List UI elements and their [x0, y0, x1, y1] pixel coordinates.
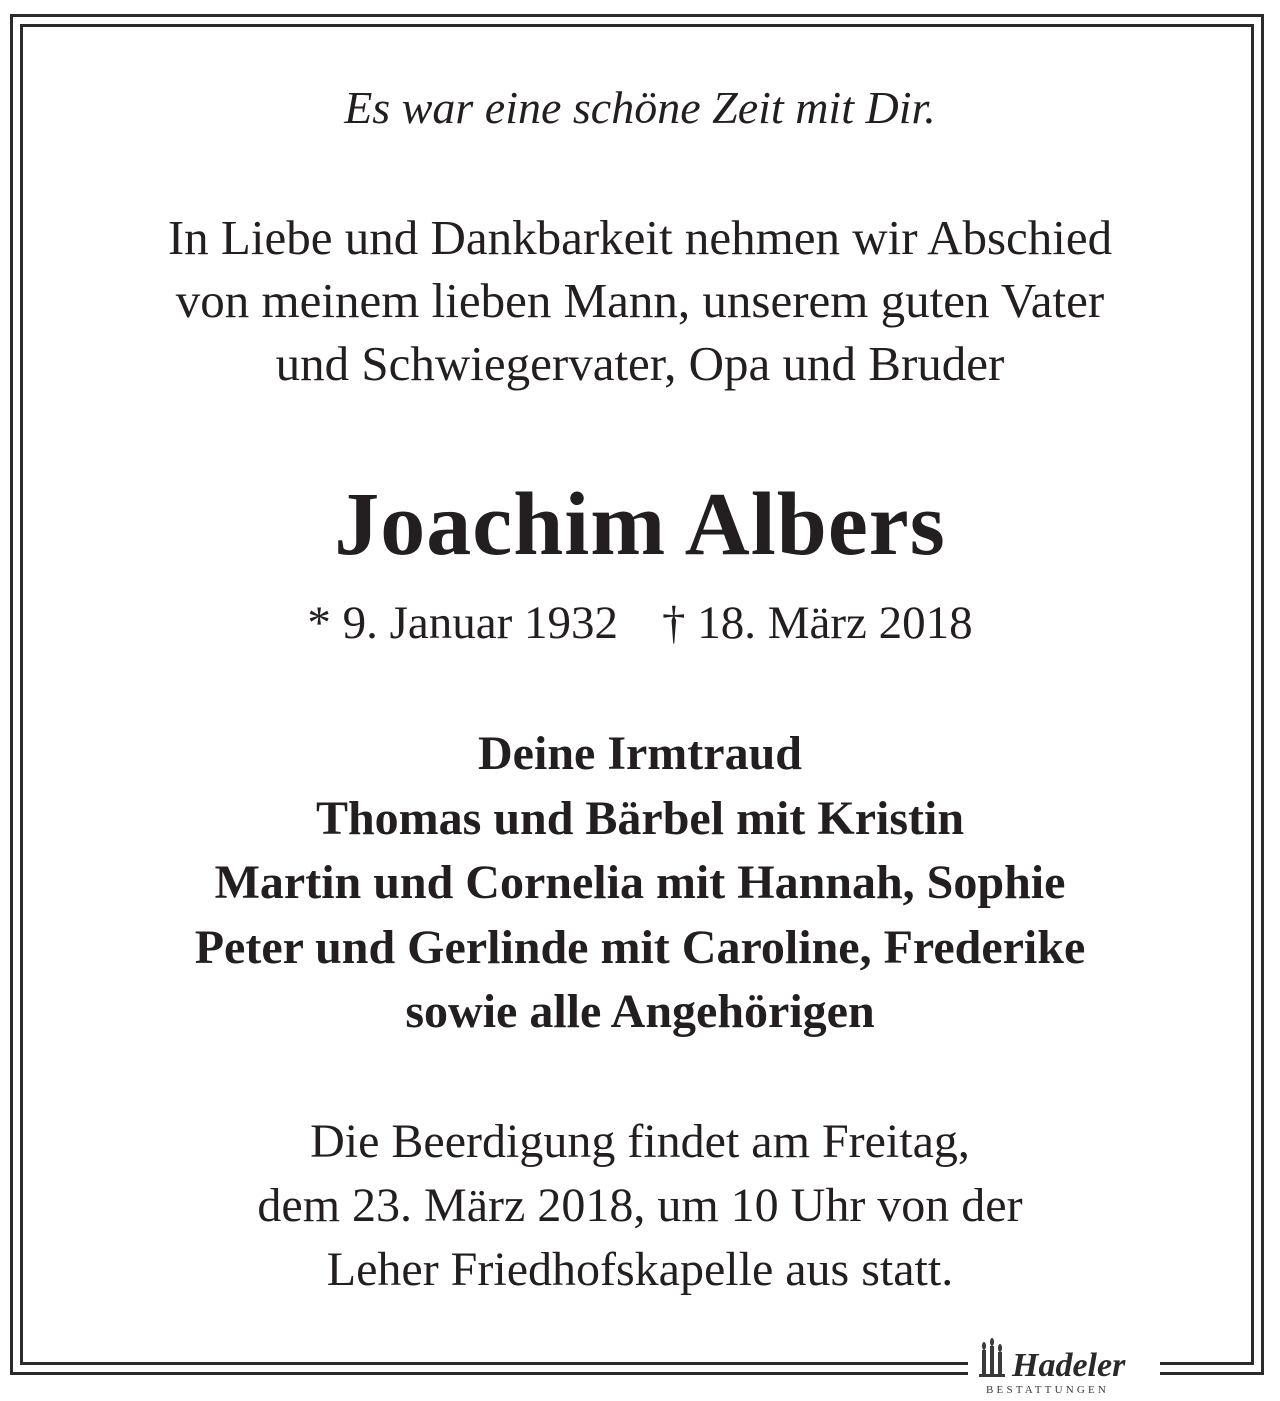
intro-line: In Liebe und Dankbarkeit nehmen wir Abschied [167, 210, 1113, 265]
funeral-info [40, 1110, 1240, 1302]
life-dates [40, 594, 1240, 652]
birth-date: * 9. Januar 1932 [307, 597, 618, 649]
family-line: Martin und Cornelia mit Hannah, Sophie [214, 856, 1066, 909]
death-date: † 18. März 2018 [662, 597, 973, 649]
candles-icon [979, 1338, 1005, 1377]
family-line: Peter und Gerlinde mit Caroline, Frederike [194, 920, 1086, 974]
quote: Es war eine schöne Zeit mit Dir. [344, 82, 936, 133]
logo-subtitle: BESTATTUNGEN [986, 1384, 1110, 1396]
funeral-line: Leher Friedhofskapelle aus statt. [326, 1243, 954, 1296]
logo-wordmark: Hadeler [1012, 1347, 1126, 1384]
funeral-line: Die Beerdigung findet am Freitag, [310, 1115, 970, 1168]
family-line: Thomas und Bärbel mit Kristin [315, 791, 965, 845]
intro-text [40, 206, 1240, 395]
family-line: Deine Irmtraud [478, 727, 802, 780]
deceased-name: Joachim Albers [334, 475, 946, 574]
intro-line: von meinem lieben Mann, unserem guten Vater [175, 273, 1105, 328]
funeral-home-logo [968, 1336, 1160, 1398]
intro-line: und Schwiegervater, Opa und Bruder [275, 336, 1005, 391]
family-signatures [40, 722, 1240, 1045]
funeral-line: dem 23. März 2018, um 10 Uhr von der [257, 1179, 1023, 1232]
family-line: sowie alle Angehörigen [405, 985, 875, 1038]
